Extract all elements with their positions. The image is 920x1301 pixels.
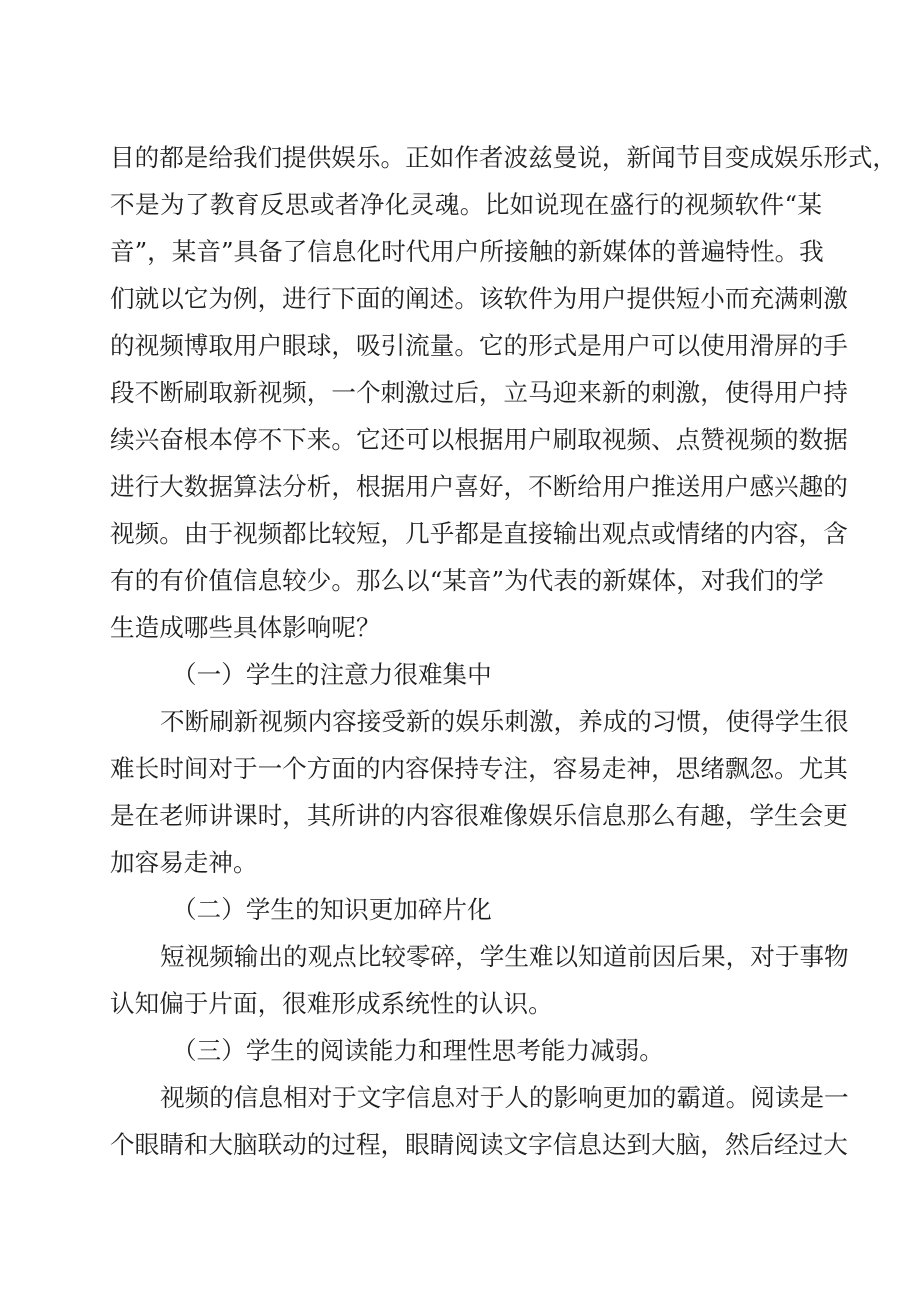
text-line: 难长时间对于一个方面的内容保持专注，容易走神，思绪飘忽。尤其 bbox=[110, 754, 848, 783]
text-line: 视频的信息相对于文字信息对于人的影响更加的霸道。阅读是一 bbox=[160, 1083, 849, 1112]
text-line: 有的有价值信息较少。那么以“某音”为代表的新媒体，对我们的学 bbox=[110, 566, 824, 595]
text-line: 生造成哪些具体影响呢？ bbox=[110, 613, 381, 642]
body-text bbox=[110, 134, 898, 1168]
text-line: 认知偏于片面，很难形成系统性的认识。 bbox=[110, 989, 553, 1018]
text-line: 续兴奋根本停不下来。它还可以根据用户刷取视频、点赞视频的数据 bbox=[110, 425, 848, 454]
text-line: 目的都是给我们提供娱乐。正如作者波兹曼说，新闻节目变成娱乐形式， bbox=[110, 143, 898, 172]
text-line: 是在老师讲课时，其所讲的内容很难像娱乐信息那么有趣，学生会更 bbox=[110, 801, 848, 830]
text-line: 音”，某音”具备了信息化时代用户所接触的新媒体的普遍特性。我 bbox=[110, 237, 824, 266]
text-line: 们就以它为例，进行下面的阐述。该软件为用户提供短小而充满刺激 bbox=[110, 284, 848, 313]
text-line: 不断刷新视频内容接受新的娱乐刺激，养成的习惯，使得学生很 bbox=[160, 707, 849, 736]
text-line: 的视频博取用户眼球，吸引流量。它的形式是用户可以使用滑屏的手 bbox=[110, 331, 848, 360]
text-line: 视频。由于视频都比较短，几乎都是直接输出观点或情绪的内容，含 bbox=[110, 519, 848, 548]
text-line: 不是为了教育反思或者净化灵魂。比如说现在盛行的视频软件“某 bbox=[110, 190, 822, 219]
text-line: 个眼睛和大脑联动的过程，眼睛阅读文字信息达到大脑，然后经过大 bbox=[110, 1130, 848, 1159]
text-line: 段不断刷取新视频，一个刺激过后，立马迎来新的刺激，使得用户持 bbox=[110, 378, 848, 407]
section-heading: （二）学生的知识更加碎片化 bbox=[172, 895, 492, 924]
section-heading: （三）学生的阅读能力和理性思考能力减弱。 bbox=[172, 1036, 664, 1065]
section-heading: （一）学生的注意力很难集中 bbox=[172, 660, 492, 689]
text-line: 进行大数据算法分析，根据用户喜好，不断给用户推送用户感兴趣的 bbox=[110, 472, 848, 501]
text-line: 加容易走神。 bbox=[110, 848, 258, 877]
text-line: 短视频输出的观点比较零碎，学生难以知道前因后果，对于事物 bbox=[160, 942, 849, 971]
